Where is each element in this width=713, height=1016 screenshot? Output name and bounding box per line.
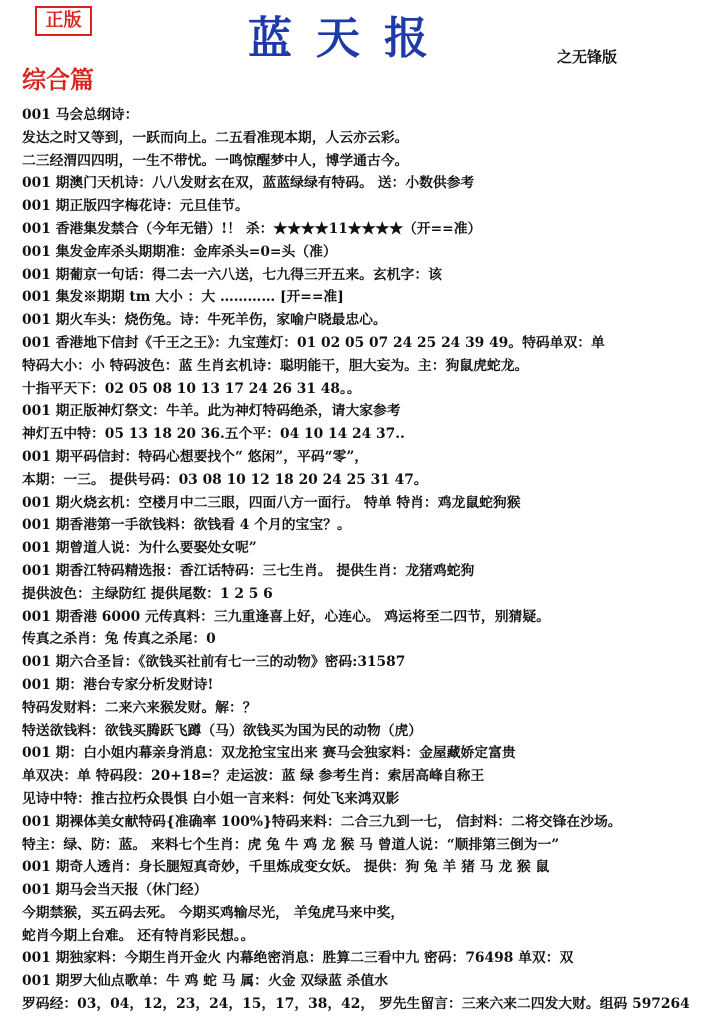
edition-label: 之无锋版 [557, 48, 618, 66]
text-line: 特送欲钱料：欲钱买腾跃飞蹲（马）欲钱买为国为民的动物（虎） [22, 722, 423, 739]
text-line: 001 期正版神灯祭文：牛羊。此为神灯特码绝杀，请大家参考 [22, 403, 401, 420]
text-line: 001 期火车头：烧伤兔。诗：牛死羊伤，家喻户晓最忠心。 [22, 312, 387, 329]
text-line: 见诗中特：推古拉朽众畏惧 白小姐一言来料：何处飞来鸿双影 [22, 790, 400, 807]
text-line: 特码大小：小 特码波色：蓝 生肖玄机诗：聪明能干，胆大妄为。主：狗鼠虎蛇龙。 [22, 357, 529, 374]
text-line: 二三经渭四四明，一生不带忧。一鸣惊醒梦中人，博学通古今。 [22, 152, 409, 169]
page-title: 蓝天报 [248, 13, 452, 64]
text-line: 十指平天下：02 05 08 10 13 17 24 26 31 48。。 [22, 380, 361, 397]
text-line: 001 集发※期期 tm 大小 ：大 ………… [开==准] [22, 289, 344, 306]
text-line: 神灯五中特：05 13 18 20 36.五个平：04 10 14 24 37.. [22, 426, 405, 443]
text-line: 001 期裸体美女献特码{准确率 100%}特码来料：二合三九到一七， 信封料：二将交锋在沙场。 [22, 813, 622, 830]
section-title: 综合篇 [22, 66, 94, 94]
text-line: 001 期六合圣旨：《欲钱买社前有七一三的动物》密码:31587 [22, 654, 406, 671]
text-line: 001 期火烧玄机：空楼月中二三眼，四面八方一面行。 特单 特肖：鸡龙鼠蛇狗猴 [22, 494, 521, 511]
text-line: 本期：一三。 提供号码：03 08 10 12 18 20 24 25 31 47。 [22, 471, 428, 488]
text-line: 001 香港集发禁合（今年无错）!！ 杀：★★★★11★★★★（开==准） [22, 220, 482, 237]
text-line: 蛇肖今期上台难。 还有特肖彩民想。。 [22, 927, 255, 944]
text-line: 001 期罗大仙点歌单：牛 鸡 蛇 马 属：火金 双绿蓝 杀值水 [22, 973, 388, 990]
text-line: 罗码经：03，04，12，23，24，15，17，38，42， 罗先生留言：三来六来二四发大财。组码 597264 [22, 996, 690, 1013]
text-line: 001 期马会当天报（休门经） [22, 882, 208, 899]
text-line: 001 香港地下信封《千王之王》：九宝莲灯：01 02 05 07 24 25 24 39 49。特码单双：单 [22, 334, 605, 351]
text-line: 001 期：港台专家分析发财诗! [22, 676, 214, 693]
text-line: 001 马会总纲诗： [22, 107, 139, 123]
genuine-stamp: 正版 [35, 6, 92, 36]
text-line: 特主：绿、防：蓝。 来料七个生肖：虎 兔 牛 鸡 龙 猴 马 曾道人说：“顺排第三倒为一” [22, 836, 560, 853]
text-line: 001 集发金库杀头期期准：金库杀头=0=头（准） [22, 243, 337, 260]
text-line: 001 期：白小姐内幕亲身消息：双龙抢宝宝出来 赛马会独家料：金屋藏娇定富贵 [22, 745, 516, 762]
text-line: 今期禁猴，买五码去死。 今期买鸡输尽光， 羊兔虎马来中奖， [22, 904, 405, 921]
text-line: 001 期平码信封：特码心想要找个“ 悠闲”，平码“零”， [22, 448, 369, 465]
text-line: 发达之时又等到，一跃而向上。二五看准现本期，人云亦云彩。 [22, 129, 409, 146]
text-line: 001 期葡京一句话：得二去一六八送，七九得三开五来。玄机字：该 [22, 266, 442, 283]
text-line: 001 期正版四字梅花诗：元旦佳节。 [22, 198, 249, 215]
text-line: 传真之杀肖：兔 传真之杀尾：0 [22, 631, 216, 648]
text-line: 001 期香港第一手欲钱料：欲钱看 4 个月的宝宝？。 [22, 517, 351, 534]
text-line: 提供波色：主绿防红 提供尾数：1 2 5 6 [22, 585, 273, 602]
text-line: 001 期香港 6000 元传真料：三九重逢喜上好，心连心。 鸡运将至二四节，别猜疑。 [22, 608, 550, 625]
text-line: 001 期独家料：今期生肖开金火 内幕绝密消息：胜算二三看中九 密码：76498 单双：双 [22, 950, 574, 967]
text-line: 001 期曾道人说：为什么要娶处女呢” [22, 540, 257, 557]
text-line: 001 期澳门天机诗：八八发财玄在双，蓝蓝绿绿有特码。 送：小数供参考 [22, 175, 475, 192]
text-line: 001 期奇人透肖：身长腿短真奇妙，千里炼成变女妖。 提供：狗 兔 羊 猪 马 龙 猴 鼠 [22, 859, 550, 876]
content-body [22, 104, 707, 1016]
text-line: 特码发财料：二来六来猴发财。解：？ [22, 699, 257, 716]
text-line: 001 期香江特码精选报：香江话特码：三七生肖。 提供生肖：龙猪鸡蛇狗 [22, 562, 475, 579]
text-line: 单双决：单 特码段：20+18=？走运波：蓝 绿 参考生肖：索居高峰自称王 [22, 768, 485, 785]
